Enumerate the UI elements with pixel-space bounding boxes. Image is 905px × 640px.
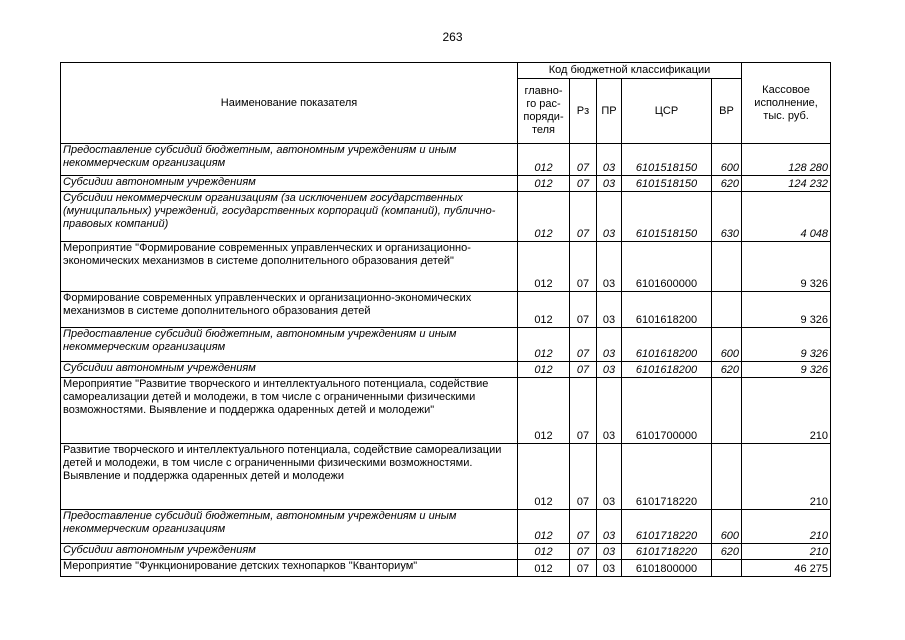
row-vr (712, 292, 742, 328)
row-pr: 03 (597, 544, 622, 560)
row-glav: 012 (518, 362, 570, 378)
row-name: Субсидии некоммерческим организациям (за исключением государственных (муниципальных) учреждений, государственных корпораций (компаний), публично-правовых компаний) (61, 192, 518, 242)
row-name: Предоставление субсидий бюджетным, автономным учреждениям и иным некоммерческим организациям (61, 144, 518, 176)
header-name: Наименование показателя (61, 63, 518, 144)
row-pr: 03 (597, 242, 622, 292)
row-rz: 07 (570, 242, 597, 292)
row-pr: 03 (597, 328, 622, 362)
row-csr: 6101718220 (622, 510, 712, 544)
row-rz: 07 (570, 444, 597, 510)
row-name: Предоставление субсидий бюджетным, автономным учреждениям и иным некоммерческим организациям (61, 328, 518, 362)
table-row (61, 242, 831, 292)
row-rz: 07 (570, 192, 597, 242)
row-glav: 012 (518, 192, 570, 242)
row-sum: 210 (742, 378, 831, 444)
row-sum: 9 326 (742, 362, 831, 378)
page-number: 263 (442, 30, 463, 44)
row-pr: 03 (597, 144, 622, 176)
header-pr: ПР (597, 79, 622, 144)
row-rz: 07 (570, 378, 597, 444)
row-glav: 012 (518, 328, 570, 362)
row-csr: 6101618200 (622, 362, 712, 378)
row-csr: 6101518150 (622, 176, 712, 192)
header-csr: ЦСР (622, 79, 712, 144)
row-rz: 07 (570, 510, 597, 544)
row-pr: 03 (597, 444, 622, 510)
row-name: Предоставление субсидий бюджетным, автономным учреждениям и иным некоммерческим организациям (61, 510, 518, 544)
row-vr: 600 (712, 328, 742, 362)
row-sum: 210 (742, 510, 831, 544)
budget-table (60, 62, 831, 577)
header-sum: Кассовое исполнение, тыс. руб. (742, 63, 831, 144)
table-row (61, 378, 831, 444)
table-row (61, 144, 831, 176)
row-csr: 6101600000 (622, 242, 712, 292)
row-pr: 03 (597, 560, 622, 577)
row-rz: 07 (570, 176, 597, 192)
table-row (61, 544, 831, 560)
row-vr: 620 (712, 362, 742, 378)
row-glav: 012 (518, 510, 570, 544)
row-glav: 012 (518, 144, 570, 176)
table-row (61, 292, 831, 328)
table-row (61, 510, 831, 544)
header-glav: главно-го рас-поряди-теля (518, 79, 570, 144)
row-sum: 9 326 (742, 242, 831, 292)
row-sum: 210 (742, 444, 831, 510)
row-name: Субсидии автономным учреждениям (61, 544, 518, 560)
row-sum: 4 048 (742, 192, 831, 242)
row-vr: 620 (712, 176, 742, 192)
row-name: Развитие творческого и интеллектуального потенциала, содействие самореализации детей и молодежи, в том числе с ограниченными физическими возможностями. Выявление и поддержка одаренных детей и молодежи (61, 444, 518, 510)
row-vr (712, 444, 742, 510)
row-vr: 620 (712, 544, 742, 560)
row-sum: 128 280 (742, 144, 831, 176)
header-code-group: Код бюджетной классификации (518, 63, 742, 79)
row-glav: 012 (518, 544, 570, 560)
row-glav: 012 (518, 378, 570, 444)
row-name: Мероприятие "Функционирование детских технопарков "Кванториум" (61, 560, 518, 577)
row-pr: 03 (597, 510, 622, 544)
row-glav: 012 (518, 176, 570, 192)
row-vr (712, 560, 742, 577)
row-csr: 6101518150 (622, 144, 712, 176)
row-vr: 600 (712, 510, 742, 544)
row-name: Мероприятие "Формирование современных управленческих и организационно-экономических механизмов в системе дополнительного образования детей" (61, 242, 518, 292)
row-sum: 9 326 (742, 328, 831, 362)
row-rz: 07 (570, 328, 597, 362)
row-rz: 07 (570, 560, 597, 577)
row-sum: 124 232 (742, 176, 831, 192)
row-sum: 46 275 (742, 560, 831, 577)
row-glav: 012 (518, 444, 570, 510)
row-csr: 6101618200 (622, 292, 712, 328)
row-sum: 9 326 (742, 292, 831, 328)
table-row (61, 328, 831, 362)
row-name: Субсидии автономным учреждениям (61, 176, 518, 192)
row-pr: 03 (597, 192, 622, 242)
table-row (61, 176, 831, 192)
row-pr: 03 (597, 176, 622, 192)
row-csr: 6101618200 (622, 328, 712, 362)
row-rz: 07 (570, 544, 597, 560)
row-pr: 03 (597, 292, 622, 328)
row-name: Субсидии автономным учреждениям (61, 362, 518, 378)
row-vr (712, 378, 742, 444)
row-glav: 012 (518, 560, 570, 577)
row-rz: 07 (570, 362, 597, 378)
table-row (61, 192, 831, 242)
row-csr: 6101518150 (622, 192, 712, 242)
row-name: Формирование современных управленческих и организационно-экономических механизмов в системе дополнительного образования детей (61, 292, 518, 328)
row-csr: 6101800000 (622, 560, 712, 577)
row-vr: 600 (712, 144, 742, 176)
row-vr (712, 242, 742, 292)
row-rz: 07 (570, 144, 597, 176)
row-name: Мероприятие "Развитие творческого и интеллектуального потенциала, содействие самореализации детей и молодежи, в том числе с ограниченными физическими возможностями. Выявление и поддержка одаренных детей и молодежи" (61, 378, 518, 444)
row-csr: 6101700000 (622, 378, 712, 444)
table-row (61, 560, 831, 577)
row-csr: 6101718220 (622, 444, 712, 510)
header-rz: Рз (570, 79, 597, 144)
row-glav: 012 (518, 242, 570, 292)
row-sum: 210 (742, 544, 831, 560)
header-vr: ВР (712, 79, 742, 144)
row-vr: 630 (712, 192, 742, 242)
table-row (61, 444, 831, 510)
table-row (61, 362, 831, 378)
row-pr: 03 (597, 378, 622, 444)
row-rz: 07 (570, 292, 597, 328)
row-glav: 012 (518, 292, 570, 328)
row-pr: 03 (597, 362, 622, 378)
row-csr: 6101718220 (622, 544, 712, 560)
